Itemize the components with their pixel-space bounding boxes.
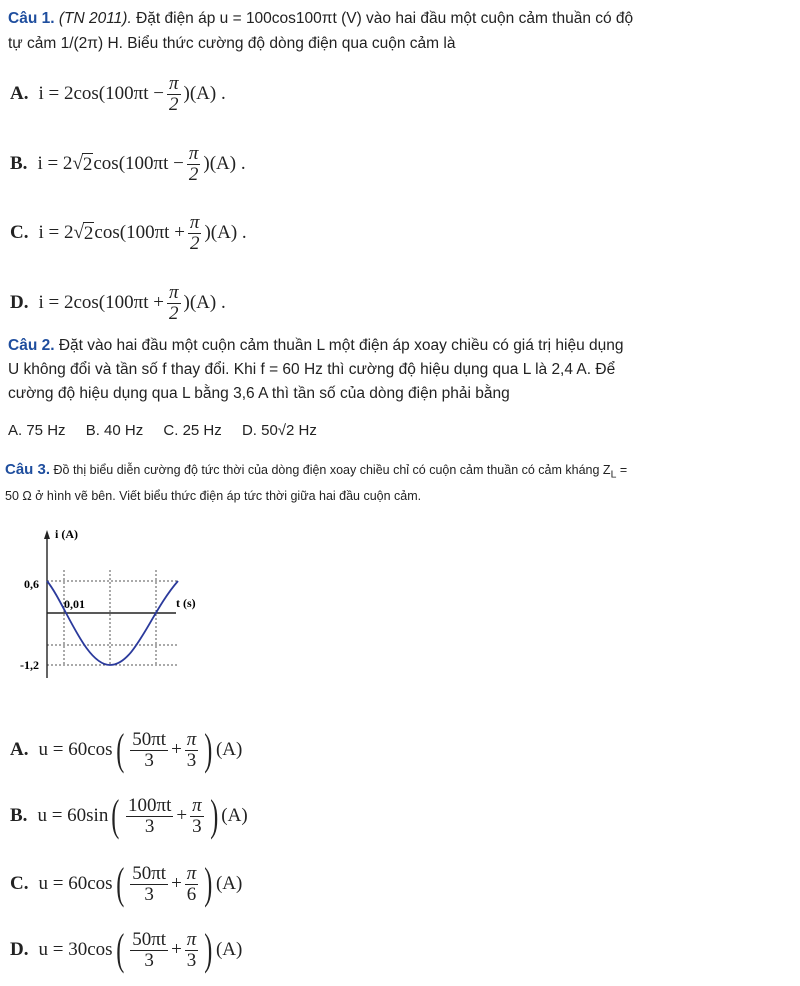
q1-option-c[interactable] (10, 213, 247, 254)
q3-option-a[interactable] (10, 725, 243, 774)
operator: + (171, 873, 182, 894)
fraction-den: 2 (169, 302, 179, 324)
right-paren: ) (204, 725, 213, 774)
fraction-num: 100πt (127, 794, 172, 816)
fraction (167, 74, 181, 115)
option-label: D. (10, 939, 29, 960)
q3-option-c[interactable] (10, 859, 243, 908)
question-2-title: Câu 2. (8, 337, 55, 354)
graph-grid (47, 570, 178, 665)
option-text: i = 2cos(100πt − (38, 83, 164, 105)
question-2-line1: Đặt vào hai đầu một cuộn cảm thuần L một điện áp xoay chiều có giá trị hiệu dụng (54, 337, 624, 354)
right-paren: ) (209, 791, 218, 840)
question-3-line1-end: = (616, 463, 628, 477)
y-axis-label: i (A) (55, 527, 78, 541)
option-func: u = 60cos (38, 873, 113, 894)
operator: + (171, 739, 182, 760)
unit: (A) (215, 873, 243, 894)
q1-option-b[interactable] (10, 144, 246, 185)
fraction-den: 3 (186, 749, 197, 771)
left-paren: ( (111, 791, 120, 840)
fraction-2 (185, 864, 199, 905)
fraction-num: π (186, 728, 197, 750)
fraction-den: 3 (144, 883, 154, 905)
option-text-end: )(A) . (183, 292, 226, 314)
q1-option-a[interactable] (10, 74, 226, 115)
fraction-num: π (186, 862, 197, 884)
option-text-end: )(A) . (204, 222, 247, 244)
operator: + (176, 805, 188, 826)
current-curve (47, 581, 178, 665)
option-label: A. (10, 739, 29, 760)
option-text: i = 2cos(100πt + (38, 292, 164, 314)
fraction-den: 2 (188, 163, 199, 185)
fraction-num: π (186, 928, 197, 950)
fraction-num: π (168, 73, 179, 94)
question-3-line1: Đồ thị biểu diễn cường độ tức thời của dòng điện xoay chiều chỉ có cuộn cảm thuần có cảm kháng Z (50, 463, 611, 477)
fraction-den: 3 (186, 949, 197, 971)
q2-option-b[interactable]: B. 40 Hz (85, 422, 144, 439)
fraction-num: π (192, 794, 202, 816)
y-axis-arrow (44, 530, 50, 539)
left-paren: ( (115, 725, 124, 774)
fraction-1 (130, 730, 168, 771)
option-text-end: )(A) . (183, 83, 226, 105)
unit: (A) (221, 805, 248, 826)
fraction-1 (130, 930, 168, 971)
fraction-den: 6 (186, 883, 197, 905)
unit: (A) (215, 739, 243, 760)
question-2-line3: cường độ hiệu dụng qua L bằng 3,6 A thì tần số của dòng điện phải bằng (8, 385, 510, 402)
option-text: i = 2 (38, 222, 74, 244)
fraction-den: 3 (144, 749, 154, 771)
option-text-mid: cos(100πt + (94, 222, 185, 244)
x-axis-label: t (s) (176, 596, 196, 610)
option-text-mid: cos(100πt − (93, 153, 184, 175)
fraction-num: π (188, 143, 199, 164)
option-label: C. (10, 222, 29, 244)
fraction-2 (185, 930, 199, 971)
fraction (167, 283, 181, 324)
option-func: u = 60cos (38, 739, 113, 760)
question-1-title: Câu 1. (8, 10, 55, 27)
option-label: B. (10, 805, 28, 826)
sqrt-sign: √ (72, 153, 83, 175)
option-text-end: )(A) . (203, 153, 246, 175)
fraction-den: 3 (192, 815, 202, 837)
question-2-text (8, 334, 708, 406)
current-graph (0, 518, 230, 688)
q2-option-d[interactable]: D. 50√2 Hz (241, 422, 317, 439)
q2-option-a[interactable]: A. 75 Hz (8, 422, 66, 439)
left-paren: ( (115, 925, 124, 974)
y-tick-bottom: -1,2 (20, 658, 39, 672)
y-tick-top: 0,6 (24, 577, 39, 591)
question-3-title: Câu 3. (5, 461, 51, 478)
fraction-1 (130, 864, 168, 905)
right-paren: ) (204, 859, 213, 908)
fraction-den: 3 (144, 949, 154, 971)
right-paren: ) (204, 925, 213, 974)
fraction-den: 3 (144, 815, 155, 837)
fraction (187, 144, 201, 185)
option-label: B. (10, 153, 28, 175)
fraction-num: 50πt (132, 728, 167, 750)
question-1-line1: Đặt điện áp u = 100cos100πt (V) vào hai đầu một cuộn cảm thuần có độ (131, 10, 634, 27)
q2-option-c[interactable]: C. 25 Hz (163, 422, 222, 439)
question-3-text (5, 458, 795, 505)
option-label: C. (10, 873, 29, 894)
fraction (188, 213, 202, 254)
question-1-line2: tự cảm 1/(2π) H. Biểu thức cường độ dòng điện qua cuộn cảm là (8, 35, 456, 52)
fraction-2 (185, 730, 199, 771)
option-func: u = 30cos (38, 939, 113, 960)
fraction-2 (190, 796, 204, 837)
q3-option-b[interactable] (10, 791, 248, 840)
option-func: u = 60sin (37, 805, 109, 826)
q1-option-d[interactable] (10, 283, 226, 324)
fraction-num: 50πt (132, 862, 167, 884)
sqrt-value: 2 (82, 153, 93, 175)
fraction-1 (126, 796, 173, 837)
option-text: i = 2 (37, 153, 73, 175)
sqrt-sign: √ (73, 222, 84, 244)
question-2-line2: U không đổi và tần số f thay đổi. Khi f = 60 Hz thì cường độ hiệu dụng qua L là 2,4 A. Để (8, 361, 616, 378)
fraction-num: π (189, 212, 200, 233)
fraction-den: 2 (169, 93, 179, 115)
option-label: A. (10, 83, 29, 105)
question-1-source: (TN 2011). (58, 10, 132, 27)
q3-option-d[interactable] (10, 925, 243, 974)
option-label: D. (10, 292, 29, 314)
operator: + (171, 939, 182, 960)
unit: (A) (215, 939, 243, 960)
question-1-text (8, 6, 788, 56)
question-3-line2: 50 Ω ở hình vẽ bên. Viết biểu thức điện áp tức thời giữa hai đầu cuộn cảm. (5, 488, 422, 503)
fraction-den: 2 (189, 232, 200, 254)
left-paren: ( (115, 859, 124, 908)
fraction-num: π (168, 282, 179, 303)
fraction-num: 50πt (132, 928, 167, 950)
x-tick: 0,01 (64, 597, 85, 611)
question-2-options (8, 422, 333, 439)
sqrt-value: 2 (83, 222, 94, 244)
subscript: L (610, 469, 617, 481)
